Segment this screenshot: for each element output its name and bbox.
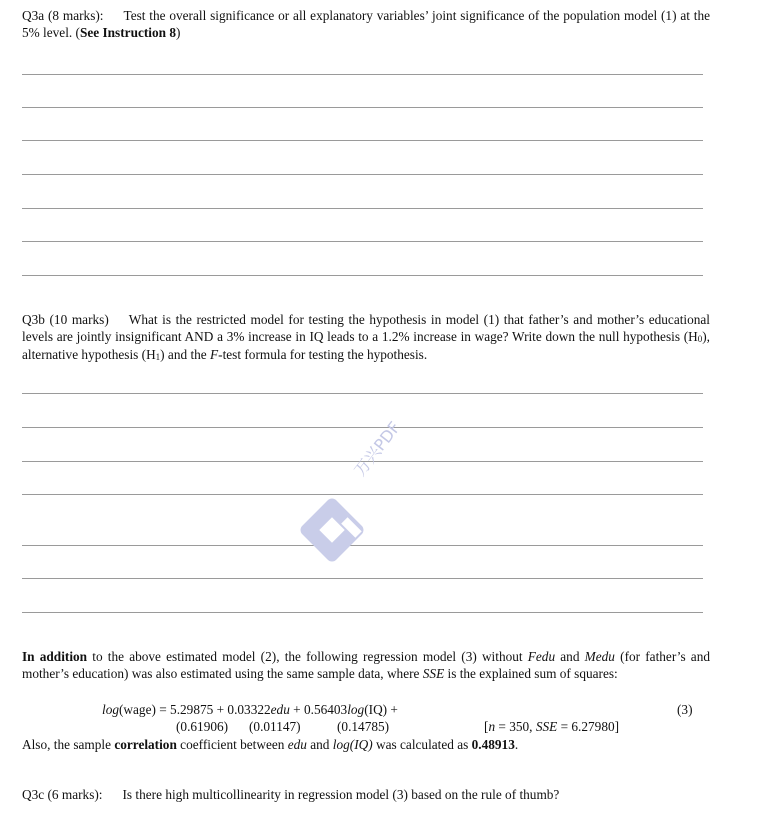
answer-line[interactable] [22,612,703,613]
watermark-text: 万兴PDF [350,418,405,480]
q3a-instruction-ref: See Instruction 8 [79,24,177,40]
q3b-label: Q3b (10 marks) [22,312,109,327]
answer-line[interactable] [22,578,703,579]
se-intercept: (0.61906) [176,719,229,734]
q3a-question: Q3a (8 marks): Test the overall significance or all explanatory variables’ joint significance of the population model (1) at the 5% level. (See Instruction 8) [22,8,710,40]
answer-line[interactable] [22,74,703,75]
model3-stats: [n = 350, SSE = 6.27980] [484,719,620,734]
se-edu: (0.01147) [249,719,301,734]
answer-line[interactable] [22,427,703,428]
watermark [296,418,436,568]
q3c-text: Is there high multicollinearity in regression model (3) based on the rule of thumb? [122,787,560,802]
se-log-iq: (0.14785) [337,719,390,734]
answer-line[interactable] [22,275,703,276]
answer-line[interactable] [22,393,703,394]
answer-line[interactable] [22,208,703,209]
q3c-label: Q3c (6 marks): [22,787,103,802]
model3-equation: log(wage) = 5.29875 + 0.03322edu + 0.56403log(IQ) + [102,702,398,717]
equation-number: (3) [677,702,693,717]
correlation-statement: Also, the sample correlation coefficient between edu and log(IQ) was calculated as 0.48913. [22,737,519,752]
answer-line[interactable] [22,140,703,141]
model3-intro: In addition to the above estimated model (2), the following regression model (3) without Fedu and Medu (for father’s and mother’s education) was also estimated using the same sample data, where SSE is the explained sum of squares: [22,649,710,681]
answer-line[interactable] [22,174,703,175]
q3a-text: Test the overall significance or all explanatory variables’ joint significance of the population model (1) at the 5% level. ( [22,8,710,40]
answer-line[interactable] [22,241,703,242]
q3c-question [22,787,710,804]
q3b-question: Q3b (10 marks) What is the restricted model for testing the hypothesis in model (1) that father’s and mother’s educational levels are jointly insignificant AND a 3% increase in IQ leads to a 1.2% increase in wage? Write down the null hypothesis $(H_0)$, alternative hypothesis $(H_1)$ and the F-test formula for testing the hypothesis. [22,312,711,363]
q3a-label: Q3a (8 marks): [22,8,104,23]
answer-line[interactable] [22,107,703,108]
